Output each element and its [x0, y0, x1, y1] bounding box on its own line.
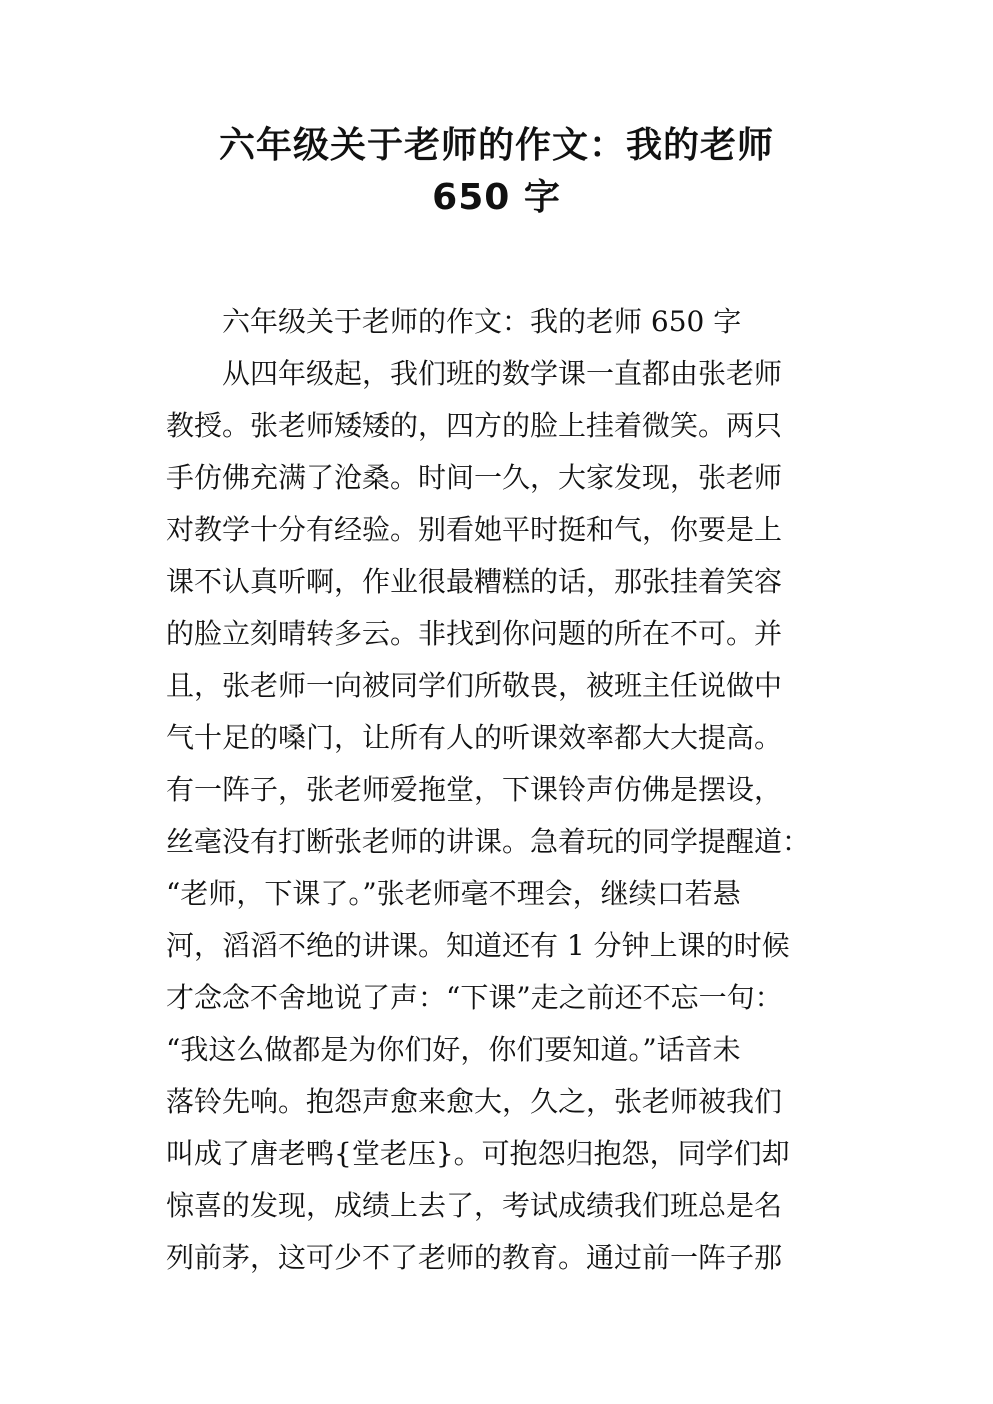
- paragraph-line: 教授。张老师矮矮的，四方的脸上挂着微笑。两只: [166, 409, 783, 442]
- paragraph-line: “老师，下课了。”张老师毫不理会，继续口若悬: [166, 877, 741, 910]
- essay-body: [166, 296, 830, 1284]
- paragraph-line: 丝毫没有打断张老师的讲课。急着玩的同学提醒道：: [166, 825, 811, 858]
- paragraph-line: 才念念不舍地说了声：“下课”走之前还不忘一句：: [166, 981, 783, 1014]
- paragraph-line: 落铃先响。抱怨声愈来愈大，久之，张老师被我们: [166, 1085, 783, 1118]
- paragraph-line: 从四年级起，我们班的数学课一直都由张老师: [222, 357, 783, 390]
- document-title: [0, 120, 993, 224]
- title-line-2: 650 字: [432, 177, 561, 218]
- paragraph-line: 且，张老师一向被同学们所敬畏，被班主任说做中: [166, 669, 783, 702]
- paragraph-line: 气十足的嗓门，让所有人的听课效率都大大提高。: [166, 721, 783, 754]
- title-line-1: 六年级关于老师的作文：我的老师: [218, 125, 774, 166]
- essay-subtitle-line: 六年级关于老师的作文：我的老师 650 字: [222, 305, 742, 338]
- paragraph-line: “我这么做都是为你们好，你们要知道。”话音未: [166, 1033, 741, 1066]
- paragraph-line: 有一阵子，张老师爱拖堂，下课铃声仿佛是摆设，: [166, 773, 783, 806]
- paragraph-line: 对教学十分有经验。别看她平时挺和气，你要是上: [166, 513, 783, 546]
- paragraph-line: 的脸立刻晴转多云。非找到你问题的所在不可。并: [166, 617, 783, 650]
- paragraph-line: 手仿佛充满了沧桑。时间一久，大家发现，张老师: [166, 461, 783, 494]
- paragraph-line: 列前茅，这可少不了老师的教育。通过前一阵子那: [166, 1241, 783, 1274]
- paragraph-line: 河，滔滔不绝的讲课。知道还有 1 分钟上课的时候: [166, 929, 790, 962]
- paragraph-line: 惊喜的发现，成绩上去了，考试成绩我们班总是名: [166, 1189, 783, 1222]
- paragraph-line: 课不认真听啊，作业很最糟糕的话，那张挂着笑容: [166, 565, 783, 598]
- paragraph-line: 叫成了唐老鸭{堂老压}。可抱怨归抱怨，同学们却: [166, 1137, 790, 1170]
